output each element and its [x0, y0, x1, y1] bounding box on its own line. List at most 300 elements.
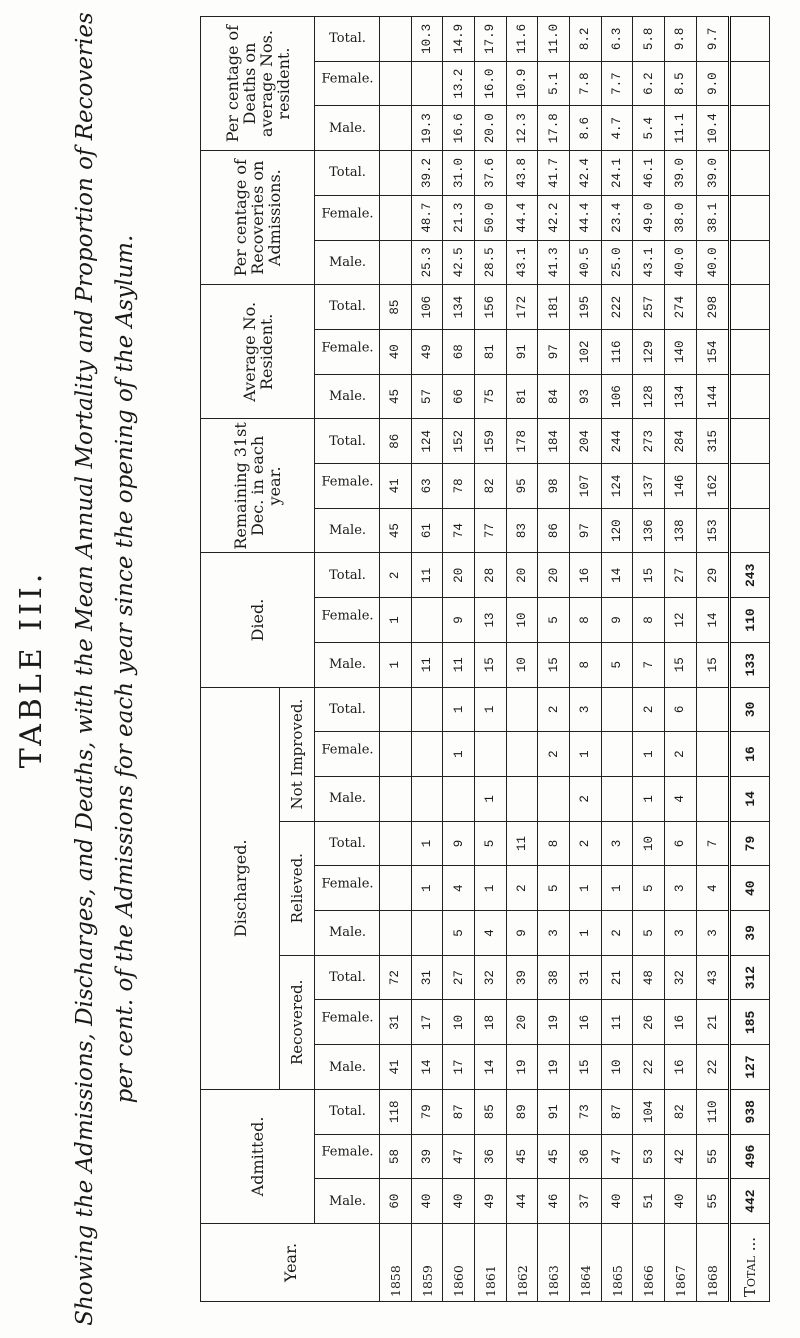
data-cell: 42.4 — [570, 151, 602, 196]
data-cell: 13 — [475, 598, 507, 643]
data-cell: 144 — [696, 374, 730, 419]
data-cell: 25.0 — [601, 240, 633, 285]
data-cell: 44.4 — [570, 195, 602, 240]
data-cell: 43 — [696, 955, 730, 1000]
data-cell: 27 — [665, 553, 697, 598]
data-cell: 45 — [380, 508, 412, 553]
data-cell: 257 — [633, 285, 665, 330]
data-cell: 8 — [633, 598, 665, 643]
data-cell: 4 — [665, 776, 697, 821]
data-cell: 39 — [506, 955, 538, 1000]
data-cell: 5 — [633, 911, 665, 956]
data-cell: 9.8 — [665, 17, 697, 62]
data-cell: 39 — [411, 1134, 443, 1179]
header-remaining: Remaining 31st Dec. in each year. — [201, 419, 315, 553]
data-cell: 8 — [570, 598, 602, 643]
data-cell: 2 — [506, 866, 538, 911]
total-cell — [730, 106, 770, 151]
data-cell: 10 — [506, 598, 538, 643]
data-cell: 102 — [570, 329, 602, 374]
data-cell — [380, 776, 412, 821]
total-cell: 127 — [730, 1045, 770, 1090]
data-cell: 85 — [475, 1089, 507, 1134]
data-cell: 2 — [538, 687, 570, 732]
data-cell: 7.7 — [601, 61, 633, 106]
year-cell: 1859 — [411, 1224, 443, 1302]
data-cell: 4.7 — [601, 106, 633, 151]
data-cell: 26 — [633, 1000, 665, 1045]
data-cell: 37.6 — [475, 151, 507, 196]
data-cell: 3 — [665, 866, 697, 911]
data-cell: 1 — [475, 687, 507, 732]
data-cell — [506, 732, 538, 777]
data-cell: 55 — [696, 1179, 730, 1224]
data-cell: 31 — [411, 955, 443, 1000]
header-total-label: Total. — [328, 165, 366, 181]
header-total-label: Total. — [328, 299, 366, 315]
data-cell: 97 — [538, 329, 570, 374]
data-cell: 63 — [411, 464, 443, 509]
data-cell: 29 — [696, 553, 730, 598]
table-number: TABLE III. — [14, 569, 49, 769]
data-cell: 97 — [570, 508, 602, 553]
header-female-label: Female. — [320, 742, 374, 758]
data-cell: 315 — [696, 419, 730, 464]
data-cell: 4 — [443, 866, 475, 911]
data-cell: 118 — [380, 1089, 412, 1134]
data-cell: 47 — [443, 1134, 475, 1179]
data-cell: 162 — [696, 464, 730, 509]
data-cell: 19 — [538, 1045, 570, 1090]
table-row — [506, 17, 538, 1302]
data-cell: 13.2 — [443, 61, 475, 106]
data-cell: 19.3 — [411, 106, 443, 151]
data-cell: 20.0 — [475, 106, 507, 151]
data-cell: 31 — [570, 955, 602, 1000]
header-male-label: Male. — [328, 791, 366, 807]
data-cell: 38.0 — [665, 195, 697, 240]
data-cell: 40 — [601, 1179, 633, 1224]
data-cell: 42.5 — [443, 240, 475, 285]
header-female-label: Female. — [320, 474, 374, 490]
data-cell: 10.4 — [696, 106, 730, 151]
data-cell — [380, 732, 412, 777]
data-cell: 16 — [665, 1000, 697, 1045]
data-cell: 7 — [696, 821, 730, 866]
data-cell: 16 — [570, 553, 602, 598]
header-total-label: Total. — [328, 701, 366, 717]
header-female-label: Female. — [320, 205, 374, 221]
header-year: Year. — [201, 1224, 380, 1302]
data-cell: 66 — [443, 374, 475, 419]
total-cell: 442 — [730, 1179, 770, 1224]
total-cell: 496 — [730, 1134, 770, 1179]
data-cell: 136 — [633, 508, 665, 553]
data-cell: 2 — [538, 732, 570, 777]
data-cell: 85 — [380, 285, 412, 330]
data-cell: 3 — [696, 911, 730, 956]
header-female — [315, 464, 380, 509]
header-admitted: Admitted. — [201, 1089, 315, 1223]
data-cell: 78 — [443, 464, 475, 509]
data-cell: 48 — [633, 955, 665, 1000]
data-cell: 1 — [380, 642, 412, 687]
total-cell — [730, 240, 770, 285]
data-cell: 3 — [665, 911, 697, 956]
header-total-label: Total. — [328, 31, 366, 47]
table-row — [538, 17, 570, 1302]
data-cell: 53 — [633, 1134, 665, 1179]
data-cell: 8 — [538, 821, 570, 866]
data-cell: 12 — [665, 598, 697, 643]
data-cell: 298 — [696, 285, 730, 330]
total-cell: 79 — [730, 821, 770, 866]
data-cell — [475, 732, 507, 777]
data-cell: 134 — [443, 285, 475, 330]
data-cell: 87 — [443, 1089, 475, 1134]
total-cell — [730, 464, 770, 509]
data-cell: 8 — [570, 642, 602, 687]
data-cell — [411, 911, 443, 956]
data-cell: 21 — [601, 955, 633, 1000]
data-cell — [380, 866, 412, 911]
data-cell: 9 — [601, 598, 633, 643]
header-male — [315, 374, 380, 419]
data-cell: 8.5 — [665, 61, 697, 106]
data-cell — [411, 598, 443, 643]
data-cell: 86 — [380, 419, 412, 464]
data-cell: 74 — [443, 508, 475, 553]
data-cell — [411, 732, 443, 777]
header-recovered: Recovered. — [280, 955, 315, 1089]
data-cell: 31.0 — [443, 151, 475, 196]
data-cell: 159 — [475, 419, 507, 464]
header-died: Died. — [201, 553, 315, 687]
data-cell: 16.6 — [443, 106, 475, 151]
data-cell: 1 — [443, 687, 475, 732]
data-cell: 82 — [665, 1089, 697, 1134]
data-cell: 5.8 — [633, 17, 665, 62]
data-cell: 10.9 — [506, 61, 538, 106]
data-cell: 2 — [380, 553, 412, 598]
data-cell: 41 — [380, 1045, 412, 1090]
data-cell: 2 — [570, 776, 602, 821]
data-cell: 18 — [475, 1000, 507, 1045]
total-cell: 40 — [730, 866, 770, 911]
header-female-label: Female. — [320, 1010, 374, 1026]
data-cell: 11 — [443, 642, 475, 687]
data-cell: 124 — [601, 464, 633, 509]
data-cell: 20 — [538, 553, 570, 598]
data-cell: 40 — [443, 1179, 475, 1224]
data-cell: 5 — [443, 911, 475, 956]
header-male — [315, 1179, 380, 1224]
data-cell: 1 — [380, 598, 412, 643]
year-cell: 1862 — [506, 1224, 538, 1302]
data-cell: 14 — [411, 1045, 443, 1090]
data-cell — [380, 821, 412, 866]
year-cell: 1861 — [475, 1224, 507, 1302]
data-cell: 1 — [570, 911, 602, 956]
data-cell: 154 — [696, 329, 730, 374]
year-cell: 1858 — [380, 1224, 412, 1302]
data-cell — [506, 687, 538, 732]
data-cell: 1 — [601, 866, 633, 911]
header-female-label: Female. — [320, 1144, 374, 1160]
data-cell: 10 — [443, 1000, 475, 1045]
total-cell — [730, 151, 770, 196]
total-cell — [730, 195, 770, 240]
header-male-label: Male. — [328, 657, 366, 673]
year-cell: 1860 — [443, 1224, 475, 1302]
data-cell: 22 — [696, 1045, 730, 1090]
data-cell — [380, 17, 412, 62]
total-cell — [730, 374, 770, 419]
data-cell: 284 — [665, 419, 697, 464]
data-cell: 6.3 — [601, 17, 633, 62]
header-total — [315, 151, 380, 196]
data-cell: 184 — [538, 419, 570, 464]
header-total-label: Total. — [328, 970, 366, 986]
data-cell — [696, 732, 730, 777]
data-cell: 20 — [506, 1000, 538, 1045]
data-cell: 14.9 — [443, 17, 475, 62]
data-cell: 46.1 — [633, 151, 665, 196]
data-cell: 98 — [538, 464, 570, 509]
data-cell: 146 — [665, 464, 697, 509]
data-cell: 16 — [570, 1000, 602, 1045]
total-cell: 312 — [730, 955, 770, 1000]
data-cell: 15 — [633, 553, 665, 598]
data-cell: 1 — [633, 732, 665, 777]
total-cell — [730, 508, 770, 553]
data-cell: 40 — [380, 329, 412, 374]
data-cell: 107 — [570, 464, 602, 509]
data-cell: 3 — [538, 911, 570, 956]
header-total — [315, 955, 380, 1000]
data-cell: 1 — [411, 866, 443, 911]
table-row — [633, 17, 665, 1302]
data-cell: 46 — [538, 1179, 570, 1224]
data-cell: 10 — [633, 821, 665, 866]
data-cell — [696, 687, 730, 732]
data-cell: 124 — [411, 419, 443, 464]
data-cell: 110 — [696, 1089, 730, 1134]
data-cell: 3 — [570, 687, 602, 732]
statistics-table — [200, 16, 770, 1302]
data-cell: 81 — [475, 329, 507, 374]
data-cell: 24.1 — [601, 151, 633, 196]
data-cell: 36 — [475, 1134, 507, 1179]
data-cell: 1 — [570, 866, 602, 911]
data-cell: 106 — [411, 285, 443, 330]
data-cell: 5 — [601, 642, 633, 687]
data-cell: 75 — [475, 374, 507, 419]
table-subtitle-line1: Showing the Admissions, Discharges, and Deaths, with the Mean Annual Mortality and Proportion of Recoveries — [72, 12, 98, 1326]
data-cell: 10 — [506, 642, 538, 687]
data-cell: 47 — [601, 1134, 633, 1179]
data-cell: 4 — [475, 911, 507, 956]
data-cell: 15 — [696, 642, 730, 687]
header-female — [315, 1134, 380, 1179]
header-male-label: Male. — [328, 254, 366, 270]
data-cell — [538, 776, 570, 821]
data-cell: 41.3 — [538, 240, 570, 285]
year-cell: 1863 — [538, 1224, 570, 1302]
data-cell: 40.0 — [696, 240, 730, 285]
table-row — [665, 17, 697, 1302]
data-cell: 40 — [411, 1179, 443, 1224]
total-cell: 185 — [730, 1000, 770, 1045]
data-cell — [696, 776, 730, 821]
header-average: Average No. Resident. — [201, 285, 315, 419]
year-cell: 1867 — [665, 1224, 697, 1302]
data-cell: 153 — [696, 508, 730, 553]
data-cell: 55 — [696, 1134, 730, 1179]
header-male — [315, 106, 380, 151]
header-total-label: Total. — [328, 836, 366, 852]
data-cell: 17 — [411, 1000, 443, 1045]
data-cell: 40.0 — [665, 240, 697, 285]
table-row — [411, 17, 443, 1302]
data-cell: 2 — [665, 732, 697, 777]
table-row — [380, 17, 412, 1302]
total-row — [730, 17, 770, 1302]
table-row — [443, 17, 475, 1302]
header-female — [315, 866, 380, 911]
total-cell: 133 — [730, 642, 770, 687]
total-cell: 30 — [730, 687, 770, 732]
data-cell: 9 — [443, 821, 475, 866]
data-cell: 45 — [538, 1134, 570, 1179]
header-male-label: Male. — [328, 120, 366, 136]
header-male-label: Male. — [328, 388, 366, 404]
data-cell: 60 — [380, 1179, 412, 1224]
data-cell: 5 — [633, 866, 665, 911]
data-cell: 15 — [665, 642, 697, 687]
year-cell: 1865 — [601, 1224, 633, 1302]
data-cell: 38 — [538, 955, 570, 1000]
data-cell: 32 — [665, 955, 697, 1000]
data-cell: 31 — [380, 1000, 412, 1045]
data-cell: 116 — [601, 329, 633, 374]
header-female — [315, 598, 380, 643]
data-cell — [380, 240, 412, 285]
data-cell: 128 — [633, 374, 665, 419]
data-cell: 5 — [538, 598, 570, 643]
data-cell: 83 — [506, 508, 538, 553]
data-cell: 9 — [506, 911, 538, 956]
total-cell — [730, 17, 770, 62]
data-cell: 11 — [411, 553, 443, 598]
header-total — [315, 285, 380, 330]
data-cell: 181 — [538, 285, 570, 330]
header-female — [315, 195, 380, 240]
header-male — [315, 240, 380, 285]
data-cell: 274 — [665, 285, 697, 330]
data-cell — [380, 61, 412, 106]
data-cell: 44.4 — [506, 195, 538, 240]
header-female-label: Female. — [320, 876, 374, 892]
header-female-label: Female. — [320, 608, 374, 624]
data-cell: 7.8 — [570, 61, 602, 106]
data-cell: 138 — [665, 508, 697, 553]
total-cell: 16 — [730, 732, 770, 777]
data-cell: 20 — [506, 553, 538, 598]
data-cell: 3 — [601, 821, 633, 866]
data-cell: 12.3 — [506, 106, 538, 151]
data-cell: 25.3 — [411, 240, 443, 285]
data-cell: 43.8 — [506, 151, 538, 196]
data-cell: 42.2 — [538, 195, 570, 240]
data-cell: 87 — [601, 1089, 633, 1134]
header-male-label: Male. — [328, 925, 366, 941]
data-cell: 61 — [411, 508, 443, 553]
data-cell: 172 — [506, 285, 538, 330]
data-cell: 2 — [570, 821, 602, 866]
data-cell: 42 — [665, 1134, 697, 1179]
total-cell — [730, 285, 770, 330]
header-total — [315, 1089, 380, 1134]
header-total — [315, 553, 380, 598]
data-cell: 45 — [506, 1134, 538, 1179]
data-cell: 178 — [506, 419, 538, 464]
data-cell: 1 — [475, 866, 507, 911]
data-cell: 2 — [601, 911, 633, 956]
data-cell: 93 — [570, 374, 602, 419]
data-cell: 8.2 — [570, 17, 602, 62]
data-cell: 204 — [570, 419, 602, 464]
data-cell: 82 — [475, 464, 507, 509]
header-total — [315, 821, 380, 866]
data-cell: 89 — [506, 1089, 538, 1134]
data-cell: 27 — [443, 955, 475, 1000]
data-cell: 11 — [601, 1000, 633, 1045]
data-cell: 28.5 — [475, 240, 507, 285]
data-cell: 23.4 — [601, 195, 633, 240]
data-cell: 222 — [601, 285, 633, 330]
data-cell: 36 — [570, 1134, 602, 1179]
total-cell — [730, 329, 770, 374]
header-total-label: Total. — [328, 567, 366, 583]
header-total-label: Total. — [328, 433, 366, 449]
data-cell: 17.8 — [538, 106, 570, 151]
table-row — [696, 17, 730, 1302]
total-cell: 110 — [730, 598, 770, 643]
header-not-improved: Not Improved. — [280, 687, 315, 821]
data-cell: 14 — [475, 1045, 507, 1090]
header-male-label: Male. — [328, 1193, 366, 1209]
data-cell: 1 — [570, 732, 602, 777]
total-cell — [730, 419, 770, 464]
data-cell: 21.3 — [443, 195, 475, 240]
data-cell: 91 — [538, 1089, 570, 1134]
data-cell: 5.1 — [538, 61, 570, 106]
header-female-label: Female. — [320, 340, 374, 356]
data-cell: 41.7 — [538, 151, 570, 196]
data-cell: 43.1 — [633, 240, 665, 285]
header-female — [315, 732, 380, 777]
data-cell: 6.2 — [633, 61, 665, 106]
data-cell: 50.0 — [475, 195, 507, 240]
data-cell: 2 — [633, 687, 665, 732]
data-cell: 9.0 — [696, 61, 730, 106]
header-pct-deaths: Per centage of Deaths on average Nos. resident. — [201, 17, 315, 151]
total-cell: 243 — [730, 553, 770, 598]
data-cell: 19 — [506, 1045, 538, 1090]
header-female — [315, 1000, 380, 1045]
data-cell: 16 — [665, 1045, 697, 1090]
